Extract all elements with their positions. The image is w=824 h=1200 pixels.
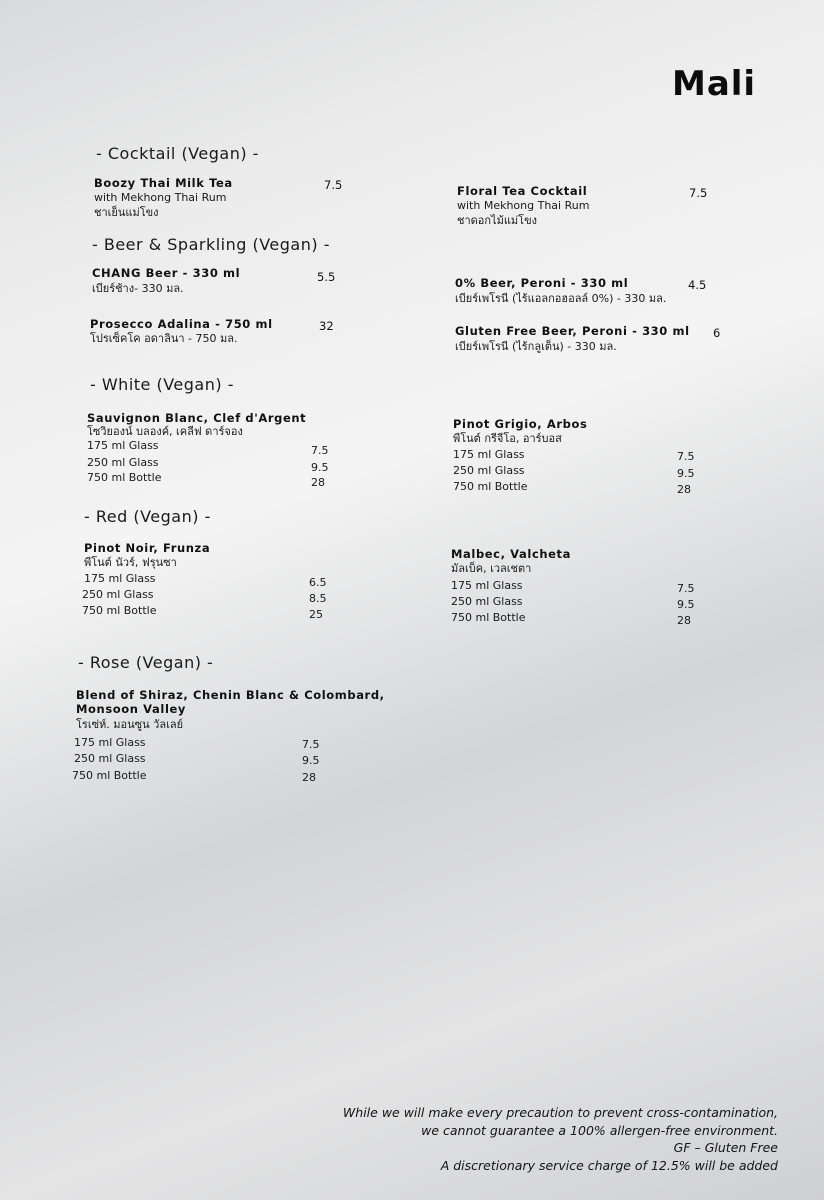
size-label: 750 ml Bottle xyxy=(82,604,157,617)
section-cocktail-heading: - Cocktail (Vegan) - xyxy=(96,144,259,163)
item-name: Sauvignon Blanc, Clef d'Argent xyxy=(87,411,307,425)
gluten-free-legend: GF – Gluten Free xyxy=(673,1140,778,1155)
size-label: 175 ml Glass xyxy=(453,448,525,461)
item-price: 28 xyxy=(677,614,691,627)
item-price: 5.5 xyxy=(317,270,336,284)
item-price: 9.5 xyxy=(677,598,695,611)
item-price: 28 xyxy=(302,771,316,784)
item-name: Prosecco Adalina - 750 ml xyxy=(90,317,273,331)
item-thai-name: เบียร์เพโรนี (ไร้แอลกอฮอลล์ 0%) - 330 มล. xyxy=(455,292,667,305)
size-label: 250 ml Glass xyxy=(87,456,159,469)
item-price: 6 xyxy=(713,326,721,340)
service-charge-notice: A discretionary service charge of 12.5% will be added xyxy=(440,1157,778,1173)
item-name: Pinot Noir, Frunza xyxy=(84,541,211,555)
brand-title: Mali xyxy=(672,64,757,104)
size-label: 250 ml Glass xyxy=(451,595,523,608)
item-price: 9.5 xyxy=(311,461,329,474)
item-price: 7.5 xyxy=(311,444,329,457)
section-red-heading: - Red (Vegan) - xyxy=(84,507,211,526)
notice-line: While we will make every precaution to prevent cross-contamination, xyxy=(342,1105,778,1120)
item-subtitle: with Mekhong Thai Rum xyxy=(94,191,227,204)
item-thai-name: มัลเบ็ค, เวลเชตา xyxy=(451,562,532,575)
item-price: 7.5 xyxy=(689,186,708,200)
item-name: Floral Tea Cocktail xyxy=(457,184,588,198)
item-price: 8.5 xyxy=(309,592,327,605)
item-thai-name: พีโนต์ นัวร์, ฟรุนซา xyxy=(84,556,177,569)
section-rose-heading: - Rose (Vegan) - xyxy=(78,653,214,672)
size-label: 750 ml Bottle xyxy=(453,480,528,493)
item-thai-name: โปรเซ็คโค อดาลินา - 750 มล. xyxy=(90,332,238,345)
item-price: 28 xyxy=(677,483,691,496)
item-name: Pinot Grigio, Arbos xyxy=(453,417,588,431)
size-label: 175 ml Glass xyxy=(451,579,523,592)
item-name: Blend of Shiraz, Chenin Blanc & Colombard, xyxy=(76,688,385,702)
item-thai-name: โรเซ่ห์. มอนซูน วัลเลย์ xyxy=(76,718,184,731)
section-white-heading: - White (Vegan) - xyxy=(90,375,234,394)
item-name-continued: Monsoon Valley xyxy=(76,702,186,716)
item-name: Boozy Thai Milk Tea xyxy=(94,176,233,190)
item-price: 7.5 xyxy=(324,178,343,192)
item-thai-name: เบียร์เพโรนี (ไร้กลูเต็น) - 330 มล. xyxy=(455,340,617,353)
size-label: 175 ml Glass xyxy=(74,736,146,749)
item-thai-name: ชาดอกไม้แม่โขง xyxy=(457,214,537,227)
notice-line: we cannot guarantee a 100% allergen-free environment. xyxy=(421,1122,778,1138)
item-price: 4.5 xyxy=(688,278,707,292)
item-price: 25 xyxy=(309,608,323,621)
item-price: 9.5 xyxy=(677,467,695,480)
item-name: 0% Beer, Peroni - 330 ml xyxy=(455,276,629,290)
size-label: 750 ml Bottle xyxy=(87,471,162,484)
size-label: 250 ml Glass xyxy=(74,752,146,765)
item-subtitle: with Mekhong Thai Rum xyxy=(457,199,590,212)
size-label: 250 ml Glass xyxy=(82,588,154,601)
item-price: 28 xyxy=(311,476,325,489)
item-price: 7.5 xyxy=(302,738,320,751)
item-name: Malbec, Valcheta xyxy=(451,547,572,561)
size-label: 175 ml Glass xyxy=(87,439,159,452)
size-label: 175 ml Glass xyxy=(84,572,156,585)
allergen-notice xyxy=(298,1104,778,1174)
item-price: 32 xyxy=(319,319,334,333)
item-price: 9.5 xyxy=(302,754,320,767)
item-thai-name: พีโนต์ กรีจีโอ, อาร์บอส xyxy=(453,432,562,445)
section-beer-heading: - Beer & Sparkling (Vegan) - xyxy=(92,235,330,254)
item-thai-name: เบียร์ช้าง- 330 มล. xyxy=(92,282,184,295)
size-label: 750 ml Bottle xyxy=(451,611,526,624)
item-name: CHANG Beer - 330 ml xyxy=(92,266,241,280)
item-price: 7.5 xyxy=(677,450,695,463)
size-label: 250 ml Glass xyxy=(453,464,525,477)
item-price: 7.5 xyxy=(677,582,695,595)
item-thai-name: ชาเย็นแม่โขง xyxy=(94,206,159,219)
item-thai-name: โซวิยองน์ บลองค์, เคลีฟ ดาร์จอง xyxy=(87,425,243,438)
size-label: 750 ml Bottle xyxy=(72,769,147,782)
item-price: 6.5 xyxy=(309,576,327,589)
item-name: Gluten Free Beer, Peroni - 330 ml xyxy=(455,324,690,338)
